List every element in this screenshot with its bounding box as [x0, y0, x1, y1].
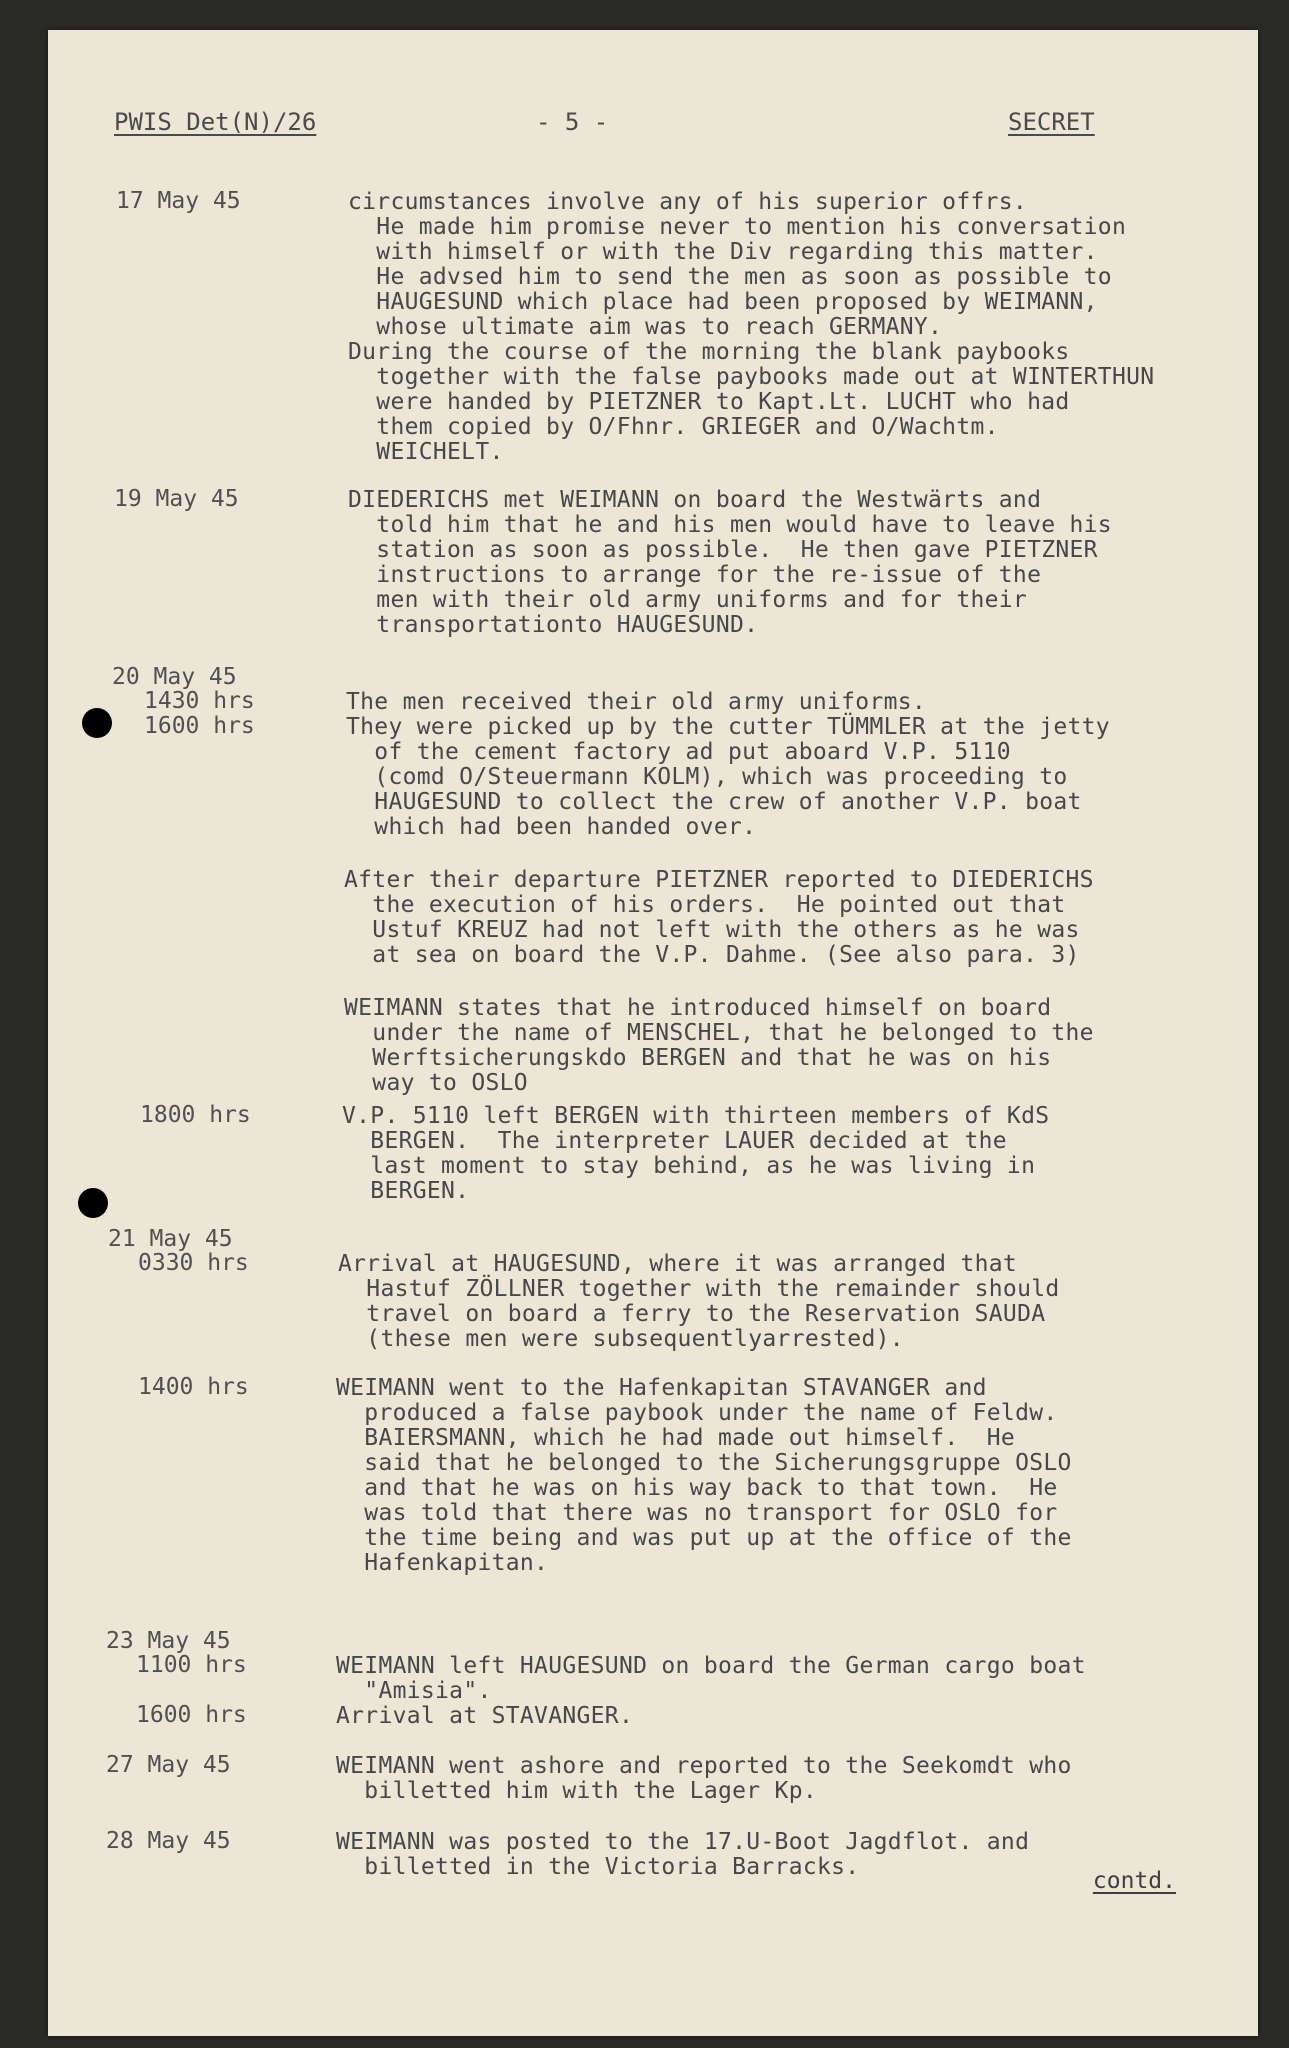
entry-date: 17 May 45 [116, 188, 241, 214]
entry-time: 1430 hrs [144, 688, 255, 714]
entry-time: 1100 hrs [136, 1652, 247, 1678]
entry-time: 1800 hrs [140, 1102, 251, 1128]
text-line: billetted in the Victoria Barracks. [336, 1854, 860, 1880]
text-line: produced a false paybook under the name of Feldw. [336, 1400, 1058, 1426]
text-line: WEICHELT. [348, 439, 504, 465]
text-line: During the course of the morning the blank paybooks [348, 339, 1070, 365]
text-line: The men received their old army uniforms. [346, 689, 927, 715]
entry-text [338, 1252, 1198, 1352]
text-line: They were picked up by the cutter TÜMMLER at the jetty [346, 714, 1110, 740]
text-line: which had been handed over. [346, 814, 757, 840]
text-line: told him that he and his men would have to leave his [348, 512, 1112, 538]
punch-hole [78, 1188, 108, 1218]
entry-text [348, 190, 1208, 465]
text-line: billetted him with the Lager Kp. [336, 1778, 818, 1804]
entry-text [336, 1376, 1196, 1576]
text-line: instructions to arrange for the re-issue of the [348, 562, 1042, 588]
text-line: them copied by O/Fhnr. GRIEGER and O/Wachtm. [348, 414, 999, 440]
text-line: men with their old army uniforms and for their [348, 587, 1028, 613]
text-line: way to OSLO [344, 1070, 528, 1096]
entry-time: 1600 hrs [136, 1702, 247, 1728]
text-line: (these men were subsequentlyarrested). [338, 1326, 904, 1352]
text-line: Hastuf ZÖLLNER together with the remainder should [338, 1276, 1060, 1302]
entry-date: 19 May 45 [114, 486, 239, 512]
text-line: He made him promise never to mention his conversation [348, 214, 1127, 240]
entry-text [346, 690, 1206, 715]
text-line: with himself or with the Div regarding this matter. [348, 239, 1098, 265]
text-line: Hafenkapitan. [336, 1550, 549, 1576]
entry-time: 0330 hrs [138, 1250, 249, 1276]
continued-marker: contd. [1092, 1868, 1176, 1894]
text-line: WEIMANN was posted to the 17.U-Boot Jagdflot. and [336, 1829, 1030, 1855]
entry-date: 27 May 45 [106, 1752, 231, 1778]
text-line: BERGEN. [342, 1178, 470, 1204]
text-line: the time being and was put up at the office of the [336, 1525, 1072, 1551]
text-line: said that he belonged to the Sicherungsgruppe OSLO [336, 1450, 1072, 1476]
text-line: (comd O/Steuermann KOLM), which was proceeding to [346, 764, 1068, 790]
entry-text [346, 715, 1206, 840]
text-line: was told that there was no transport for OSLO for [336, 1500, 1058, 1526]
document-reference: PWIS Det(N)/26 [114, 108, 317, 136]
entry-text [336, 1704, 1196, 1729]
entry-text [336, 1654, 1196, 1704]
entry-text [348, 488, 1208, 638]
text-line: BAIERSMANN, which he had made out himself. He [336, 1425, 1016, 1451]
text-line: travel on board a ferry to the Reservation SAUDA [338, 1301, 1046, 1327]
page-number: - 5 - [536, 108, 609, 136]
text-line: at sea on board the V.P. Dahme. (See also para. 3) [344, 942, 1080, 968]
text-line: DIEDERICHS met WEIMANN on board the Westwärts and [348, 487, 1042, 513]
text-line: WEIMANN went ashore and reported to the Seekomdt who [336, 1753, 1072, 1779]
entry-text [344, 996, 1204, 1096]
text-line: circumstances involve any of his superior offrs. [348, 189, 1028, 215]
text-line: Arrival at HAUGESUND, where it was arranged that [338, 1251, 1018, 1277]
document-page [48, 30, 1258, 2036]
text-line: were handed by PIETZNER to Kapt.Lt. LUCHT who had [348, 389, 1070, 415]
text-line: Ustuf KREUZ had not left with the others as he was [344, 917, 1080, 943]
text-line: station as soon as possible. He then gave PIETZNER [348, 537, 1098, 563]
text-line: BERGEN. The interpreter LAUER decided at the [342, 1128, 1007, 1154]
classification-marking: SECRET [1008, 108, 1095, 136]
entry-text [336, 1830, 1196, 1880]
entry-date: 23 May 45 [106, 1628, 231, 1654]
entry-text [344, 868, 1204, 968]
text-line: Werftsicherungskdo BERGEN and that he was on his [344, 1045, 1052, 1071]
entry-text [342, 1104, 1202, 1204]
entry-date: 28 May 45 [106, 1828, 231, 1854]
text-line: together with the false paybooks made out at WINTERTHUN [348, 364, 1155, 390]
text-line: "Amisia". [336, 1678, 492, 1704]
text-line: Arrival at STAVANGER. [336, 1703, 634, 1729]
text-line: and that he was on his way back to that town. He [336, 1475, 1058, 1501]
text-line: HAUGESUND which place had been proposed by WEIMANN, [348, 289, 1098, 315]
entry-time: 1400 hrs [138, 1374, 249, 1400]
text-line: He advsed him to send the men as soon as possible to [348, 264, 1112, 290]
text-line: the execution of his orders. He pointed out that [344, 892, 1066, 918]
text-line: V.P. 5110 left BERGEN with thirteen members of KdS [342, 1103, 1050, 1129]
text-line: under the name of MENSCHEL, that he belonged to the [344, 1020, 1094, 1046]
text-line: of the cement factory ad put aboard V.P. 5110 [346, 739, 1011, 765]
text-line: transportationto HAUGESUND. [348, 612, 759, 638]
text-line: whose ultimate aim was to reach GERMANY. [348, 314, 943, 340]
entry-time: 1600 hrs [144, 713, 255, 739]
text-line: WEIMANN states that he introduced himself on board [344, 995, 1052, 1021]
text-line: last moment to stay behind, as he was living in [342, 1153, 1036, 1179]
entry-text [336, 1754, 1196, 1804]
entry-date: 20 May 45 [112, 664, 237, 690]
text-line: WEIMANN went to the Hafenkapitan STAVANGER and [336, 1375, 987, 1401]
text-line: After their departure PIETZNER reported to DIEDERICHS [344, 867, 1094, 893]
entry-date: 21 May 45 [108, 1226, 233, 1252]
punch-hole [82, 708, 112, 738]
text-line: HAUGESUND to collect the crew of another V.P. boat [346, 789, 1082, 815]
text-line: WEIMANN left HAUGESUND on board the German cargo boat [336, 1653, 1086, 1679]
